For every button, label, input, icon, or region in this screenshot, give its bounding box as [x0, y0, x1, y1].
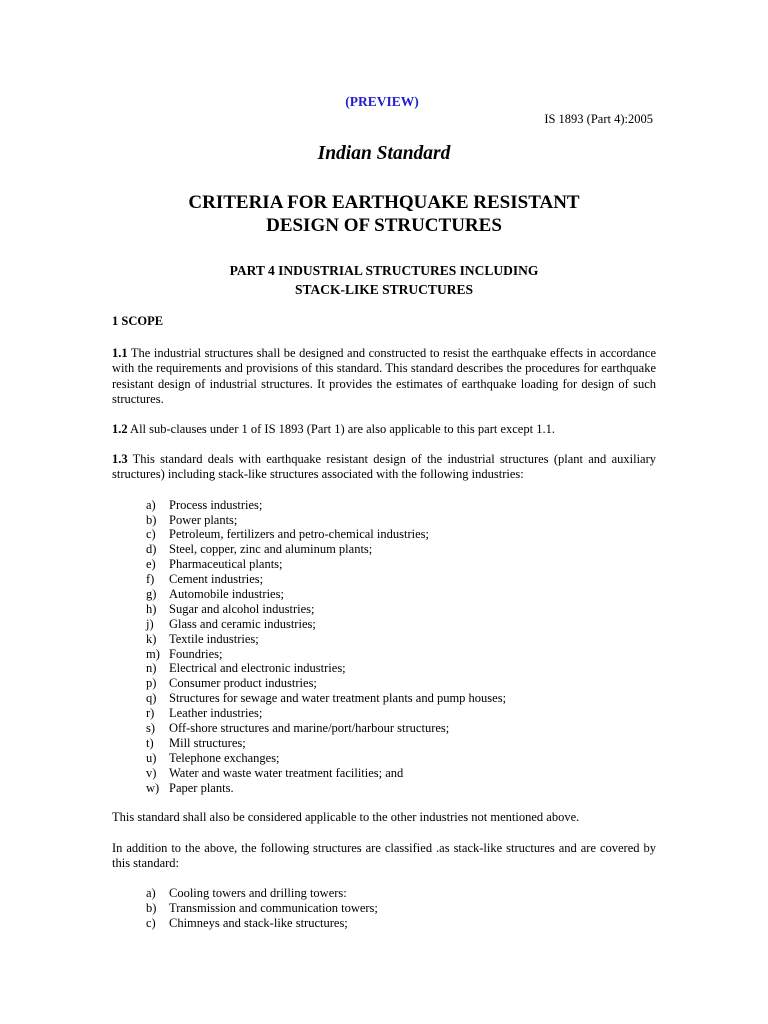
preview-label: (PREVIEW)	[345, 94, 419, 109]
clause-text: This standard deals with earthquake resistant design of the industrial structures (plant and auxiliary structures) including stack-like structures associated with the following industries:	[112, 452, 656, 482]
list-item-label: c)	[146, 915, 156, 930]
clause-1-1	[112, 346, 656, 407]
list-item-text: Sugar and alcohol industries;	[169, 601, 315, 616]
list-item-label: p)	[146, 676, 157, 691]
document-title	[0, 191, 768, 237]
part-line-1: PART 4 INDUSTRIAL STRUCTURES INCLUDING	[229, 263, 539, 278]
list-item-text: Textile industries;	[169, 631, 259, 646]
list-item-label: n)	[146, 661, 157, 676]
list-item-label: f)	[146, 572, 155, 587]
clause-1-2	[112, 422, 656, 437]
list-item-label: v)	[146, 765, 157, 780]
list-item	[146, 916, 656, 931]
title-line-2: DESIGN OF STRUCTURES	[266, 215, 502, 236]
list-item-label: d)	[146, 542, 157, 557]
list-item-text: Cement industries;	[169, 572, 264, 587]
list-item-label: c)	[146, 527, 156, 542]
list-item-text: Transmission and communication towers;	[169, 900, 378, 915]
list-item-text: Consumer product industries;	[169, 676, 317, 691]
list-item-label: q)	[146, 691, 157, 706]
list-item-text: Telephone exchanges;	[169, 750, 280, 765]
clause-1-3	[112, 452, 656, 482]
list-item-text: Mill structures;	[169, 735, 246, 750]
list-item	[146, 527, 656, 542]
clause-text: All sub-clauses under 1 of IS 1893 (Part 1) are also applicable to this part except 1.1.	[127, 422, 555, 437]
list-item	[146, 498, 656, 513]
other-industries-paragraph: This standard shall also be considered applicable to the other industries not mentioned above.	[112, 810, 580, 825]
list-item	[146, 542, 656, 557]
clause-number: 1.1	[112, 346, 128, 361]
list-item-label: e)	[146, 557, 156, 572]
list-item	[146, 751, 656, 766]
list-item	[146, 557, 656, 572]
list-item-label: w)	[146, 780, 160, 795]
stack-intro-paragraph: In addition to the above, the following structures are classified .as stack-like structures and are covered by this standard:	[112, 840, 656, 870]
list-item	[146, 886, 656, 901]
list-item-label: t)	[146, 735, 154, 750]
list-item	[146, 602, 656, 617]
list-item-text: Steel, copper, zinc and aluminum plants;	[169, 542, 373, 557]
list-item	[146, 513, 656, 528]
list-item	[146, 736, 656, 751]
stack-structures-list	[112, 886, 656, 931]
list-item-label: a)	[146, 497, 156, 512]
list-item	[146, 706, 656, 721]
list-item-text: Off-shore structures and marine/port/harbour structures;	[169, 720, 450, 735]
document-body	[112, 314, 656, 946]
scope-heading: 1 SCOPE	[112, 314, 164, 328]
list-item-text: Foundries;	[169, 646, 223, 661]
list-item-text: Structures for sewage and water treatment plants and pump houses;	[169, 691, 507, 706]
document-number: IS 1893 (Part 4):2005	[544, 112, 653, 126]
clause-number: 1.3	[112, 452, 128, 467]
list-item-text: Glass and ceramic industries;	[169, 616, 316, 631]
list-item	[146, 901, 656, 916]
clause-number: 1.2	[112, 422, 128, 437]
list-item-label: s)	[146, 720, 156, 735]
list-item	[146, 587, 656, 602]
list-item	[146, 617, 656, 632]
list-item	[146, 661, 656, 676]
list-item	[146, 676, 656, 691]
list-item-label: m)	[146, 646, 160, 661]
clause-text: The industrial structures shall be designed and constructed to resist the earthquake effects in accordance with the requirements and provisions of this standard. This standard describes the procedures for earthquake resistant design of industrial structures. It provides the estimates of earthquake loading for design of such structures.	[112, 346, 656, 406]
standard-label: Indian Standard	[317, 143, 451, 164]
list-item-text: Electrical and electronic industries;	[169, 661, 346, 676]
list-item-label: a)	[146, 886, 156, 901]
list-item-text: Process industries;	[169, 497, 263, 512]
part-line-2: STACK-LIKE STRUCTURES	[295, 282, 473, 297]
list-item	[146, 766, 656, 781]
list-item-label: j)	[146, 616, 154, 631]
list-item-text: Petroleum, fertilizers and petro-chemical industries;	[169, 527, 429, 542]
list-item	[146, 647, 656, 662]
list-item-label: r)	[146, 706, 155, 721]
list-item-text: Water and waste water treatment facilities; and	[169, 765, 404, 780]
list-item-text: Cooling towers and drilling towers:	[169, 886, 347, 901]
list-item-label: k)	[146, 631, 157, 646]
list-item-label: g)	[146, 586, 157, 601]
industries-list	[112, 498, 656, 796]
list-item-text: Power plants;	[169, 512, 238, 527]
list-item	[146, 781, 656, 796]
list-item-label: u)	[146, 750, 157, 765]
list-item	[146, 691, 656, 706]
list-item-label: h)	[146, 601, 157, 616]
list-item-text: Chimneys and stack-like structures;	[169, 915, 348, 930]
list-item-text: Leather industries;	[169, 706, 263, 721]
part-title	[0, 261, 768, 299]
title-line-1: CRITERIA FOR EARTHQUAKE RESISTANT	[188, 192, 580, 213]
list-item-label: b)	[146, 900, 157, 915]
list-item	[146, 572, 656, 587]
list-item-text: Pharmaceutical plants;	[169, 557, 283, 572]
list-item-text: Paper plants.	[169, 780, 234, 795]
list-item-text: Automobile industries;	[169, 586, 284, 601]
list-item-label: b)	[146, 512, 157, 527]
list-item	[146, 632, 656, 647]
list-item	[146, 721, 656, 736]
